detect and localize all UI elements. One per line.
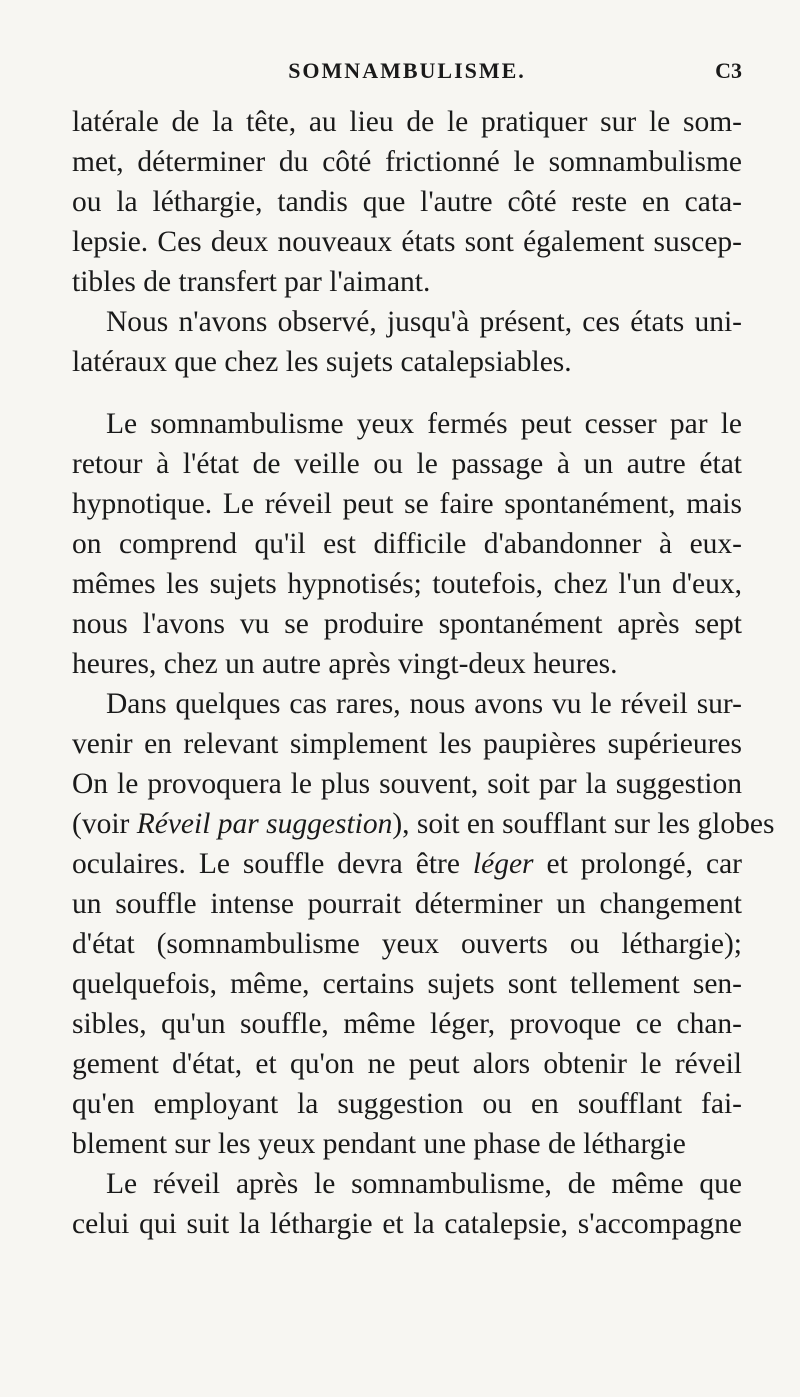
text-line: Le somnambulisme yeux fermés peut cesser par le — [106, 408, 742, 440]
paragraph-2 — [72, 302, 742, 382]
text-span: ), soit en soufflant sur les globes — [392, 808, 775, 840]
text-span: (voir — [72, 808, 137, 840]
text-line: On le provoquera le plus souvent, soit par la suggestion — [72, 768, 742, 800]
text-line: venir en relevant simplement les paupières supérieures — [72, 728, 742, 760]
text-line: ou la léthargie, tandis que l'autre côté reste en cata- — [72, 186, 742, 218]
text-line: d'état (somnambulisme yeux ouverts ou léthargie); — [72, 928, 742, 960]
text-line-with-italic — [72, 804, 775, 844]
paragraph-5 — [72, 1164, 742, 1244]
text-line: celui qui suit la léthargie et la catalepsie, s'accompagne — [72, 1208, 742, 1240]
text-span: oculaires. Le souffle devra être — [72, 848, 473, 880]
paragraph-gap — [72, 382, 742, 404]
text-line: hypnotique. Le réveil peut se faire spontanément, mais — [72, 488, 742, 520]
text-line: sibles, qu'un souffle, même léger, provoque ce chan- — [72, 1008, 742, 1040]
text-line-with-italic — [72, 844, 742, 884]
text-line: met, déterminer du côté frictionné le somnambulisme — [72, 146, 742, 178]
text-line: lepsie. Ces deux nouveaux états sont également suscep- — [72, 226, 742, 258]
text-line: un souffle intense pourrait déterminer un changement — [72, 888, 742, 920]
text-line: gement d'état, et qu'on ne peut alors obtenir le réveil — [72, 1048, 742, 1080]
italic-word: léger — [472, 848, 534, 880]
body-text — [72, 102, 775, 1244]
text-line: latéraux que chez les sujets catalepsiables. — [72, 346, 572, 378]
text-line: mêmes les sujets hypnotisés; toutefois, chez l'un d'eux, — [72, 568, 742, 600]
text-line: nous l'avons vu se produire spontanément après sept — [72, 608, 742, 640]
text-line: latérale de la tête, au lieu de le pratiquer sur le som- — [72, 106, 742, 138]
text-line: Le réveil après le somnambulisme, de même que — [106, 1168, 742, 1200]
text-line: tibles de transfert par l'aimant. — [72, 266, 431, 298]
text-line: Dans quelques cas rares, nous avons vu le réveil sur- — [106, 688, 742, 720]
page-number: C3 — [715, 58, 742, 83]
text-line: retour à l'état de veille ou le passage à un autre état — [72, 448, 742, 480]
text-line: heures, chez un autre après vingt-deux heures. — [72, 648, 618, 680]
text-line: quelquefois, même, certains sujets sont tellement sen- — [72, 968, 742, 1000]
text-line: on comprend qu'il est difficile d'abandonner à eux- — [72, 528, 742, 560]
italic-reference: Réveil par suggestion — [136, 808, 393, 840]
text-line: qu'en employant la suggestion ou en soufflant fai- — [72, 1088, 742, 1120]
running-title: SOMNAMBULISME. — [288, 58, 526, 83]
paragraph-4 — [72, 684, 775, 1164]
text-span: et prolongé, car — [533, 848, 742, 880]
text-line: blement sur les yeux pendant une phase de léthargie — [72, 1128, 686, 1160]
text-line: Nous n'avons observé, jusqu'à présent, ces états uni- — [106, 306, 742, 338]
paragraph-3 — [72, 404, 742, 684]
running-head — [72, 58, 742, 88]
paragraph-1 — [72, 102, 742, 302]
